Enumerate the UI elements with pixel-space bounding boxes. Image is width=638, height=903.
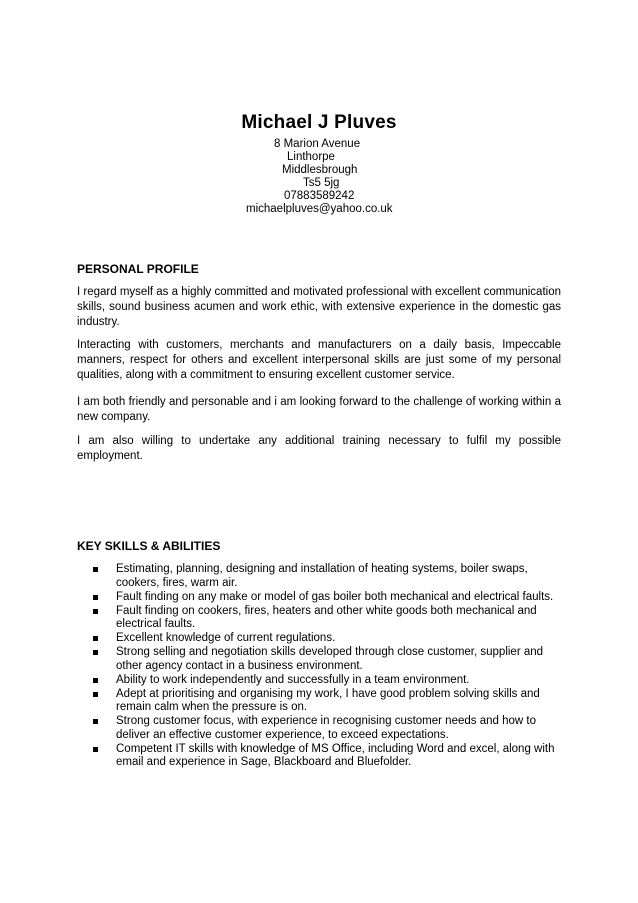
square-bullet-icon	[93, 595, 98, 600]
list-item	[93, 632, 563, 646]
list-item	[93, 674, 563, 688]
address-district: Linthorpe	[287, 151, 335, 163]
skill-text: Adept at prioritising and organising my work, I have good problem solving skills and remain calm when the pressure is on.	[116, 687, 540, 713]
list-item	[93, 563, 563, 590]
address-town: Middlesbrough	[282, 164, 358, 176]
list-item	[93, 743, 563, 770]
email-address: michaelpluves@yahoo.co.uk	[246, 203, 393, 215]
square-bullet-icon	[93, 609, 98, 614]
list-item	[93, 646, 563, 673]
square-bullet-icon	[93, 678, 98, 683]
list-item	[93, 715, 563, 742]
skill-text: Strong selling and negotiation skills developed through close customer, supplier and other agency contact in a business environment.	[116, 646, 544, 672]
square-bullet-icon	[93, 692, 98, 697]
skills-list	[93, 563, 563, 770]
list-item	[93, 688, 563, 715]
square-bullet-icon	[93, 719, 98, 724]
key-skills-heading: KEY SKILLS & ABILITIES	[77, 539, 221, 553]
address-postcode: Ts5 5jg	[303, 177, 340, 189]
square-bullet-icon	[93, 567, 98, 572]
skill-text: Competent IT skills with knowledge of MS Office, including Word and excel, along with email and experience in Sage, Blackboard and Bluefolder.	[116, 742, 555, 768]
skill-text: Fault finding on cookers, fires, heaters and other white goods both mechanical and electrical faults.	[116, 604, 537, 630]
address-street: 8 Marion Avenue	[274, 138, 361, 150]
profile-paragraph: I am both friendly and personable and i am looking forward to the challenge of working within a new company.	[77, 396, 561, 423]
skill-text: Estimating, planning, designing and installation of heating systems, boiler swaps, cookers, fires, warm air.	[116, 563, 528, 589]
square-bullet-icon	[93, 650, 98, 655]
list-item	[93, 591, 563, 605]
list-item	[93, 605, 563, 632]
square-bullet-icon	[93, 636, 98, 641]
skill-text: Fault finding on any make or model of gas boiler both mechanical and electrical faults.	[116, 590, 554, 603]
profile-paragraph: Interacting with customers, merchants and manufacturers on a daily basis, Impeccable manners, respect for others and excellent interpersonal skills are just some of my personal qualities, along with a commitment to ensuring excellent customer service.	[77, 339, 561, 381]
applicant-name: Michael J Pluves	[241, 112, 397, 133]
phone-number: 07883589242	[284, 190, 355, 202]
profile-paragraph: I regard myself as a highly committed and motivated professional with excellent communication skills, sound business acumen and work ethic, with extensive experience in the domestic gas industry.	[77, 286, 561, 328]
profile-paragraph: I am also willing to undertake any additional training necessary to fulfil my possible employment.	[77, 435, 561, 462]
square-bullet-icon	[93, 747, 98, 752]
skill-text: Ability to work independently and successfully in a team environment.	[116, 673, 470, 686]
personal-profile-heading: PERSONAL PROFILE	[77, 262, 199, 276]
skill-text: Excellent knowledge of current regulations.	[116, 632, 336, 644]
skill-text: Strong customer focus, with experience in recognising customer needs and how to deliver an effective customer experience, to exceed expectations.	[116, 715, 536, 741]
